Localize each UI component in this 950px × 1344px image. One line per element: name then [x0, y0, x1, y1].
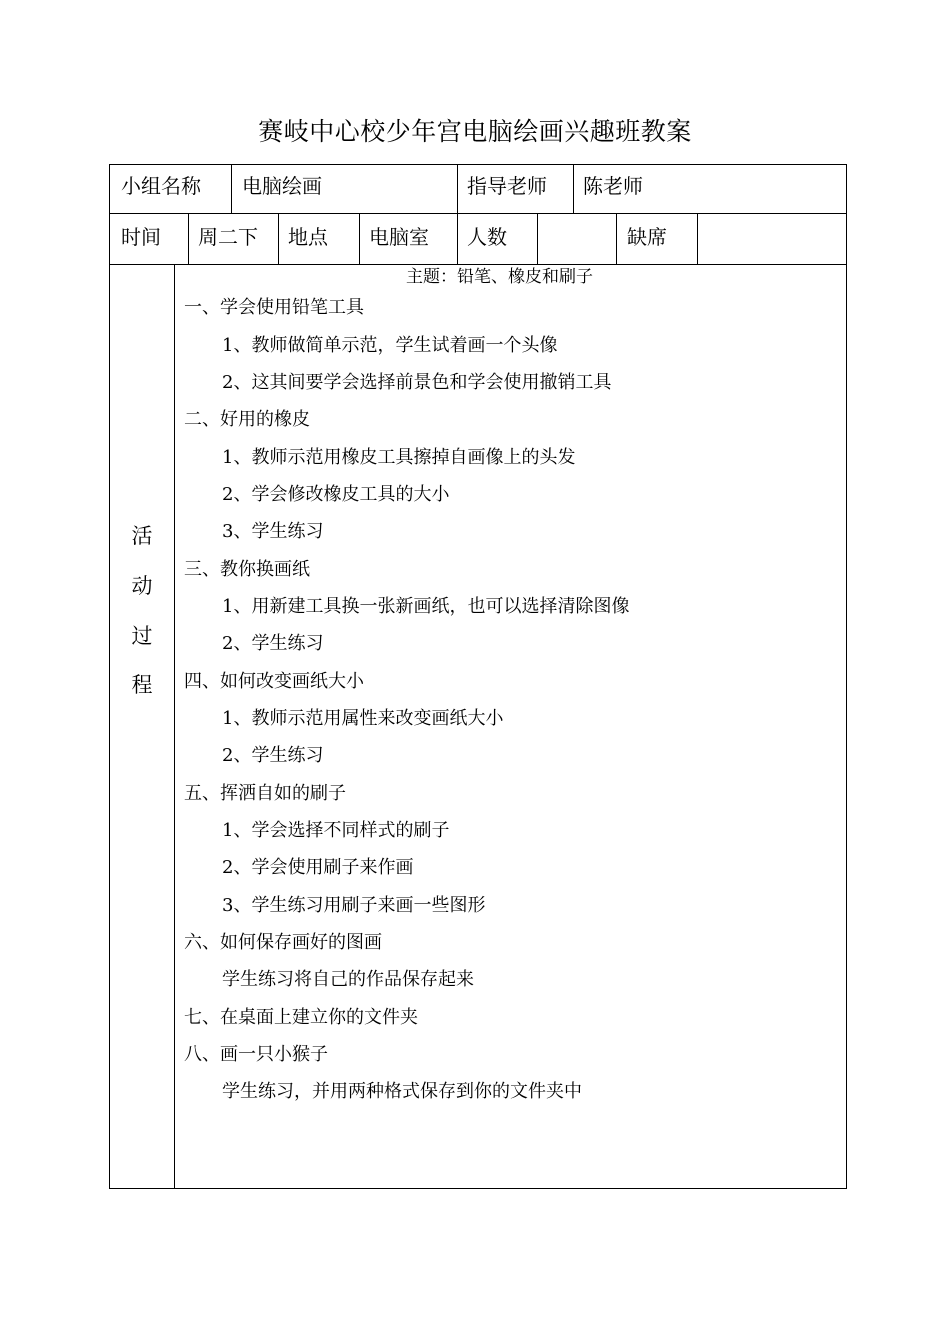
- activity-step: 1、教师示范用属性来改变画纸大小: [222, 708, 504, 729]
- time-value: 周二下: [198, 225, 258, 249]
- activity-label-char: 程: [131, 673, 153, 697]
- activity-step: 学生练习将自己的作品保存起来: [222, 969, 474, 990]
- group-name-value: 电脑绘画: [242, 174, 322, 198]
- section-heading: 八、画一只小猴子: [184, 1044, 328, 1065]
- teacher-value: 陈老师: [583, 174, 643, 198]
- column-divider: [188, 213, 189, 265]
- column-divider: [457, 164, 458, 214]
- column-divider: [457, 213, 458, 265]
- activity-step: 2、学生练习: [222, 633, 324, 654]
- section-heading: 二、好用的橡皮: [184, 409, 310, 430]
- column-divider: [359, 213, 360, 265]
- activity-step: 2、学生练习: [222, 745, 324, 766]
- column-divider: [537, 213, 538, 265]
- activity-step: 1、用新建工具换一张新画纸，也可以选择清除图像: [222, 596, 630, 617]
- column-divider: [616, 213, 617, 265]
- absent-label: 缺席: [627, 225, 667, 249]
- section-heading: 七、在桌面上建立你的文件夹: [184, 1007, 418, 1028]
- activity-step: 2、学会修改橡皮工具的大小: [222, 484, 450, 505]
- document-title: 赛岐中心校少年宫电脑绘画兴趣班教案: [258, 117, 692, 146]
- column-divider: [573, 164, 574, 214]
- column-divider: [278, 213, 279, 265]
- place-label: 地点: [288, 225, 328, 249]
- row-divider: [109, 264, 847, 265]
- row-divider: [109, 213, 847, 214]
- section-heading: 三、教你换画纸: [184, 559, 310, 580]
- activity-label-char: 动: [131, 574, 153, 598]
- place-value: 电脑室: [369, 225, 429, 249]
- activity-step: 1、教师做简单示范，学生试着画一个头像: [222, 335, 558, 356]
- activity-step: 学生练习，并用两种格式保存到你的文件夹中: [222, 1081, 582, 1102]
- activity-label-char: 活: [131, 524, 153, 548]
- activity-step: 1、学会选择不同样式的刷子: [222, 820, 450, 841]
- column-divider: [697, 213, 698, 265]
- section-heading: 四、如何改变画纸大小: [184, 671, 364, 692]
- count-label: 人数: [467, 225, 507, 249]
- time-label: 时间: [121, 225, 161, 249]
- teacher-label: 指导老师: [467, 174, 547, 198]
- activity-label-char: 过: [131, 624, 153, 648]
- column-divider: [174, 264, 175, 1189]
- activity-step: 3、学生练习: [222, 521, 324, 542]
- section-heading: 五、挥洒自如的刷子: [184, 783, 346, 804]
- lesson-theme: 主题：铅笔、橡皮和刷子: [406, 267, 593, 287]
- section-heading: 一、学会使用铅笔工具: [184, 297, 364, 318]
- section-heading: 六、如何保存画好的图画: [184, 932, 382, 953]
- activity-step: 2、学会使用刷子来作画: [222, 857, 414, 878]
- column-divider: [231, 164, 232, 214]
- activity-step: 2、这其间要学会选择前景色和学会使用撤销工具: [222, 372, 612, 393]
- activity-step: 3、学生练习用刷子来画一些图形: [222, 895, 486, 916]
- group-name-label: 小组名称: [121, 174, 201, 198]
- activity-step: 1、教师示范用橡皮工具擦掉自画像上的头发: [222, 447, 576, 468]
